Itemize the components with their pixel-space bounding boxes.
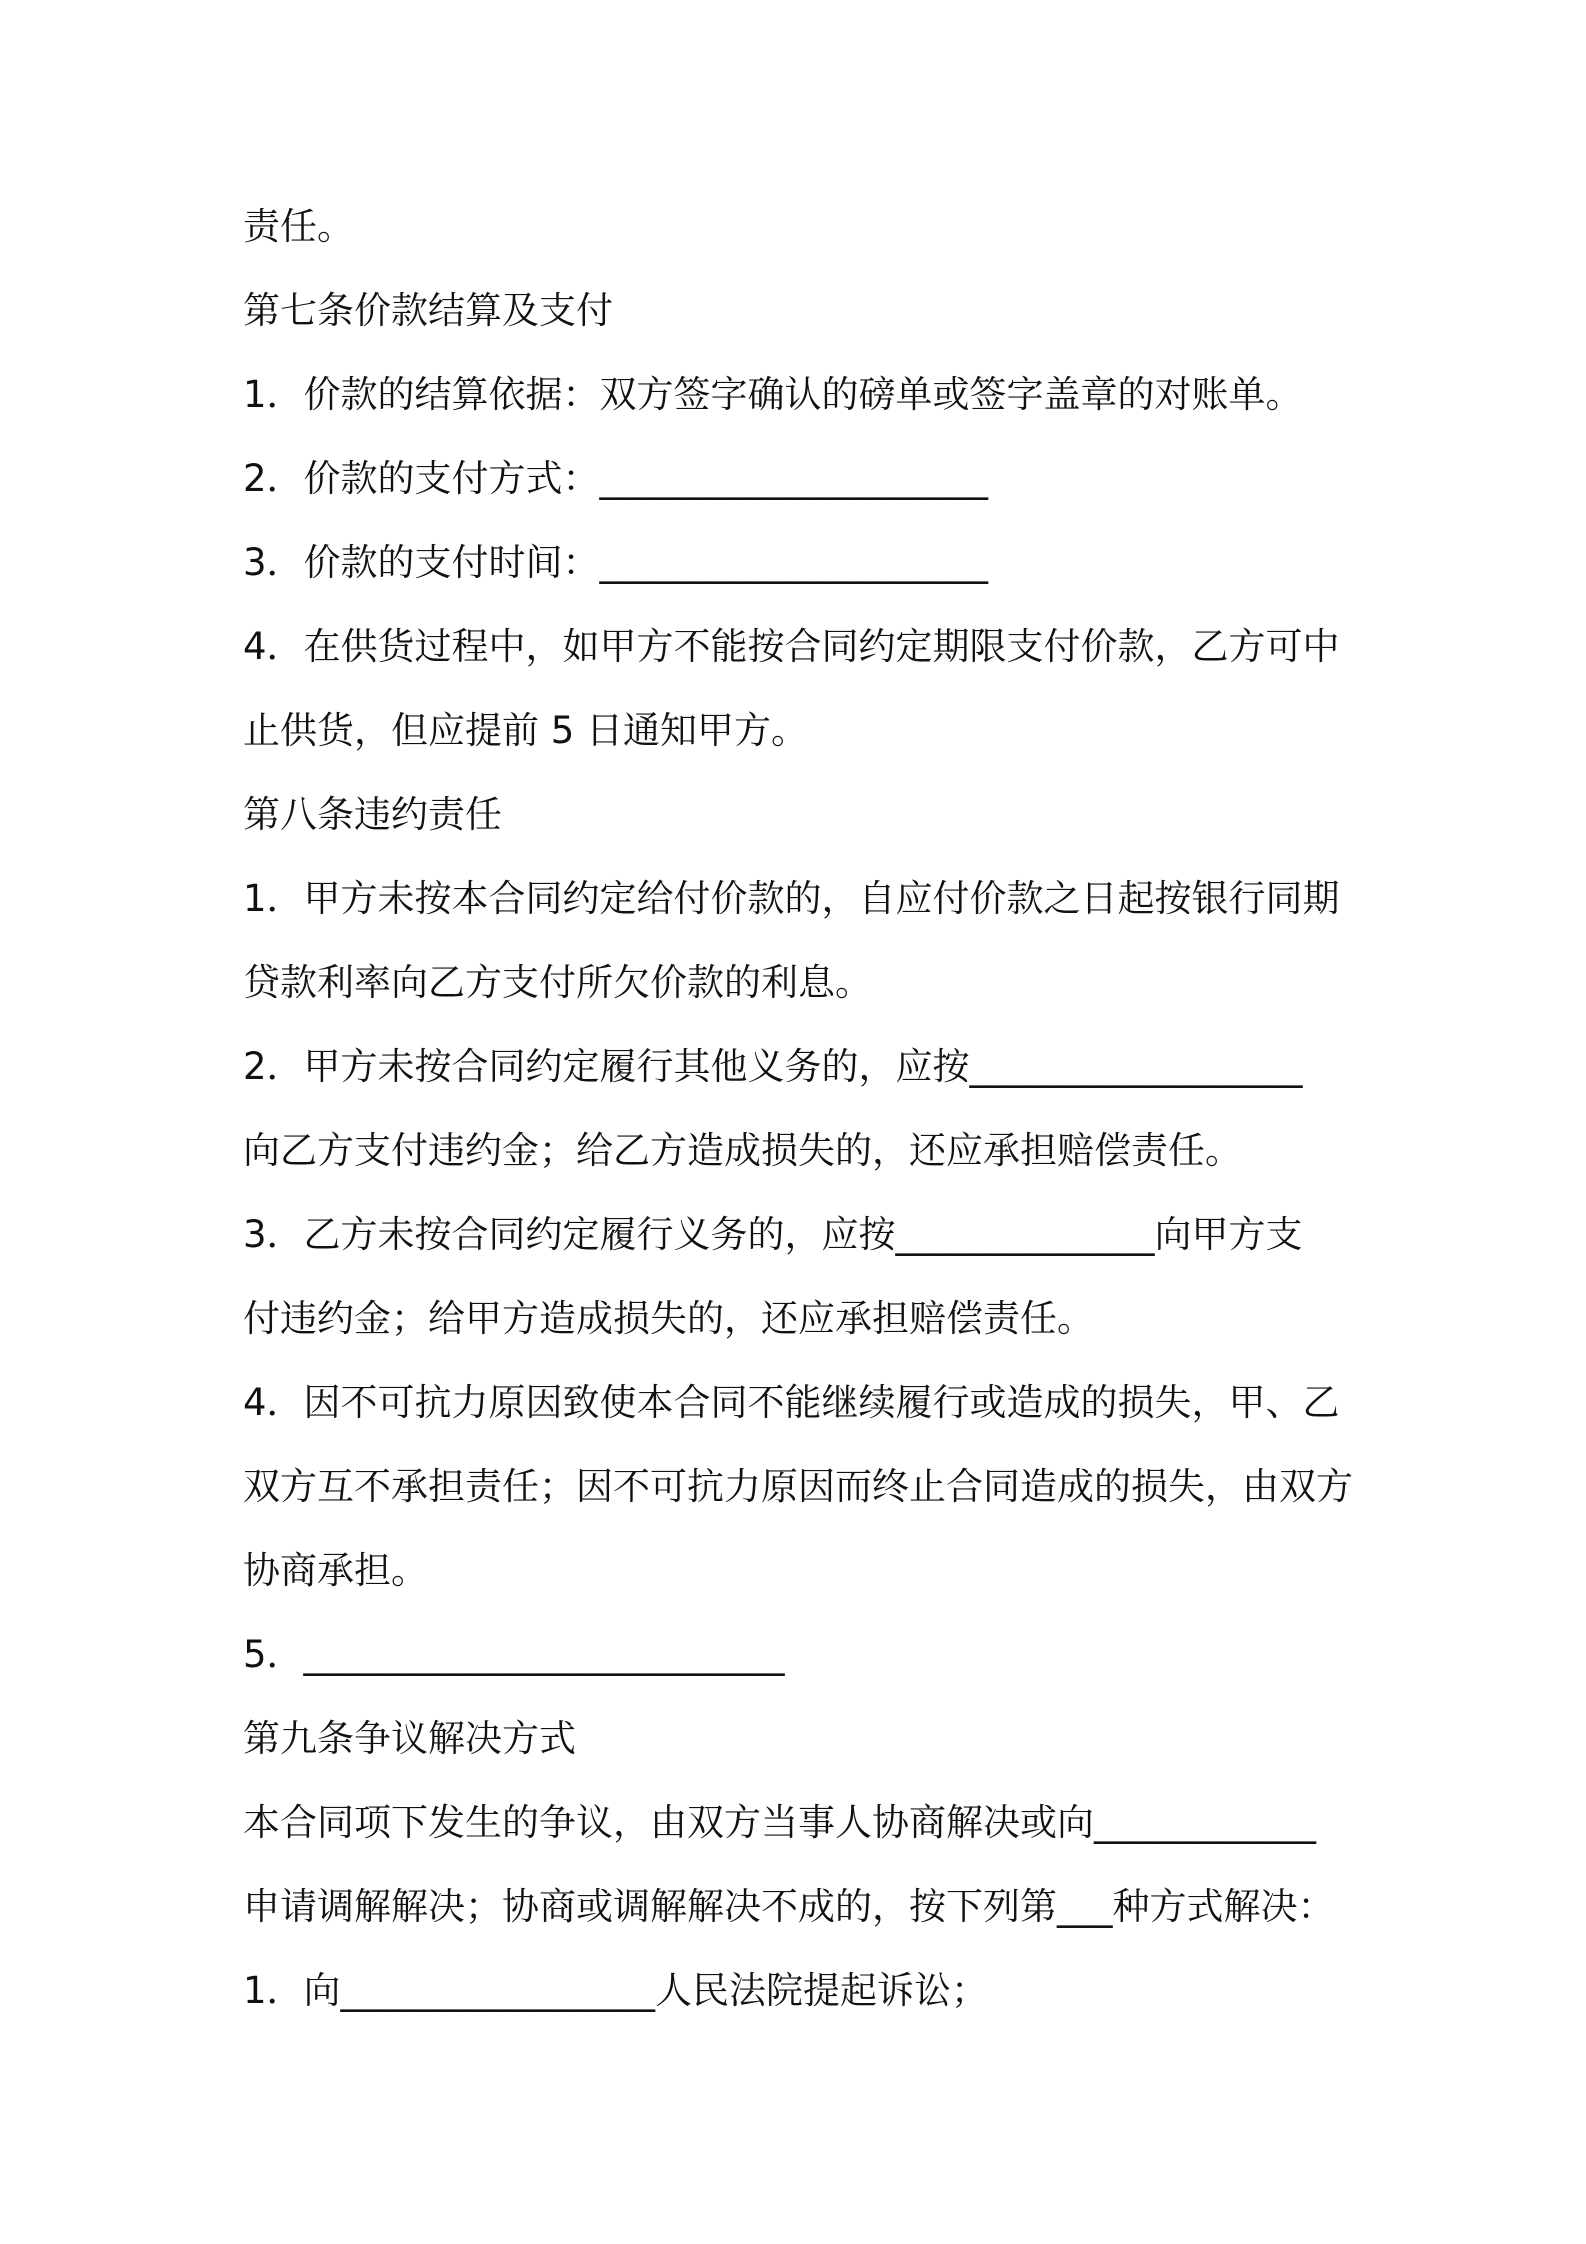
text-line: 止供货，但应提前 5 日通知甲方。: [243, 709, 809, 752]
text-line: 1．价款的结算依据：双方签字确认的磅单或签字盖章的对账单。: [243, 373, 1303, 416]
text-line: 3．价款的支付时间：_____________________: [243, 541, 989, 584]
text-line: 协商承担。: [243, 1549, 428, 1592]
text-line: 4．因不可抗力原因致使本合同不能继续履行或造成的损失，甲、乙: [243, 1381, 1340, 1424]
text-line: 4．在供货过程中，如甲方不能按合同约定期限支付价款，乙方可中: [243, 625, 1340, 668]
text-line: 付违约金；给甲方造成损失的，还应承担赔偿责任。: [243, 1297, 1094, 1340]
text-line: 5．__________________________: [243, 1633, 785, 1676]
text-line: 向乙方支付违约金；给乙方造成损失的，还应承担赔偿责任。: [243, 1129, 1242, 1172]
text-line: 2．甲方未按合同约定履行其他义务的，应按__________________: [243, 1045, 1303, 1088]
article-heading: 第八条违约责任: [243, 793, 502, 836]
text-line: 双方互不承担责任；因不可抗力原因而终止合同造成的损失，由双方: [243, 1465, 1353, 1508]
text-line: 本合同项下发生的争议，由双方当事人协商解决或向____________: [243, 1801, 1316, 1844]
article-heading: 第七条价款结算及支付: [243, 289, 613, 332]
text-line: 申请调解解决；协商或调解解决不成的，按下列第___种方式解决：: [243, 1885, 1335, 1928]
text-line: 1．向_________________人民法院提起诉讼；: [243, 1969, 989, 2012]
text-line: 1．甲方未按本合同约定给付价款的，自应付价款之日起按银行同期: [243, 877, 1340, 920]
article-heading: 第九条争议解决方式: [243, 1717, 576, 1760]
text-line: 贷款利率向乙方支付所欠价款的利息。: [243, 961, 872, 1004]
text-line: 2．价款的支付方式：_____________________: [243, 457, 989, 500]
text-line: 3．乙方未按合同约定履行义务的，应按______________向甲方支: [243, 1213, 1303, 1256]
text-line: 责任。: [243, 205, 354, 248]
